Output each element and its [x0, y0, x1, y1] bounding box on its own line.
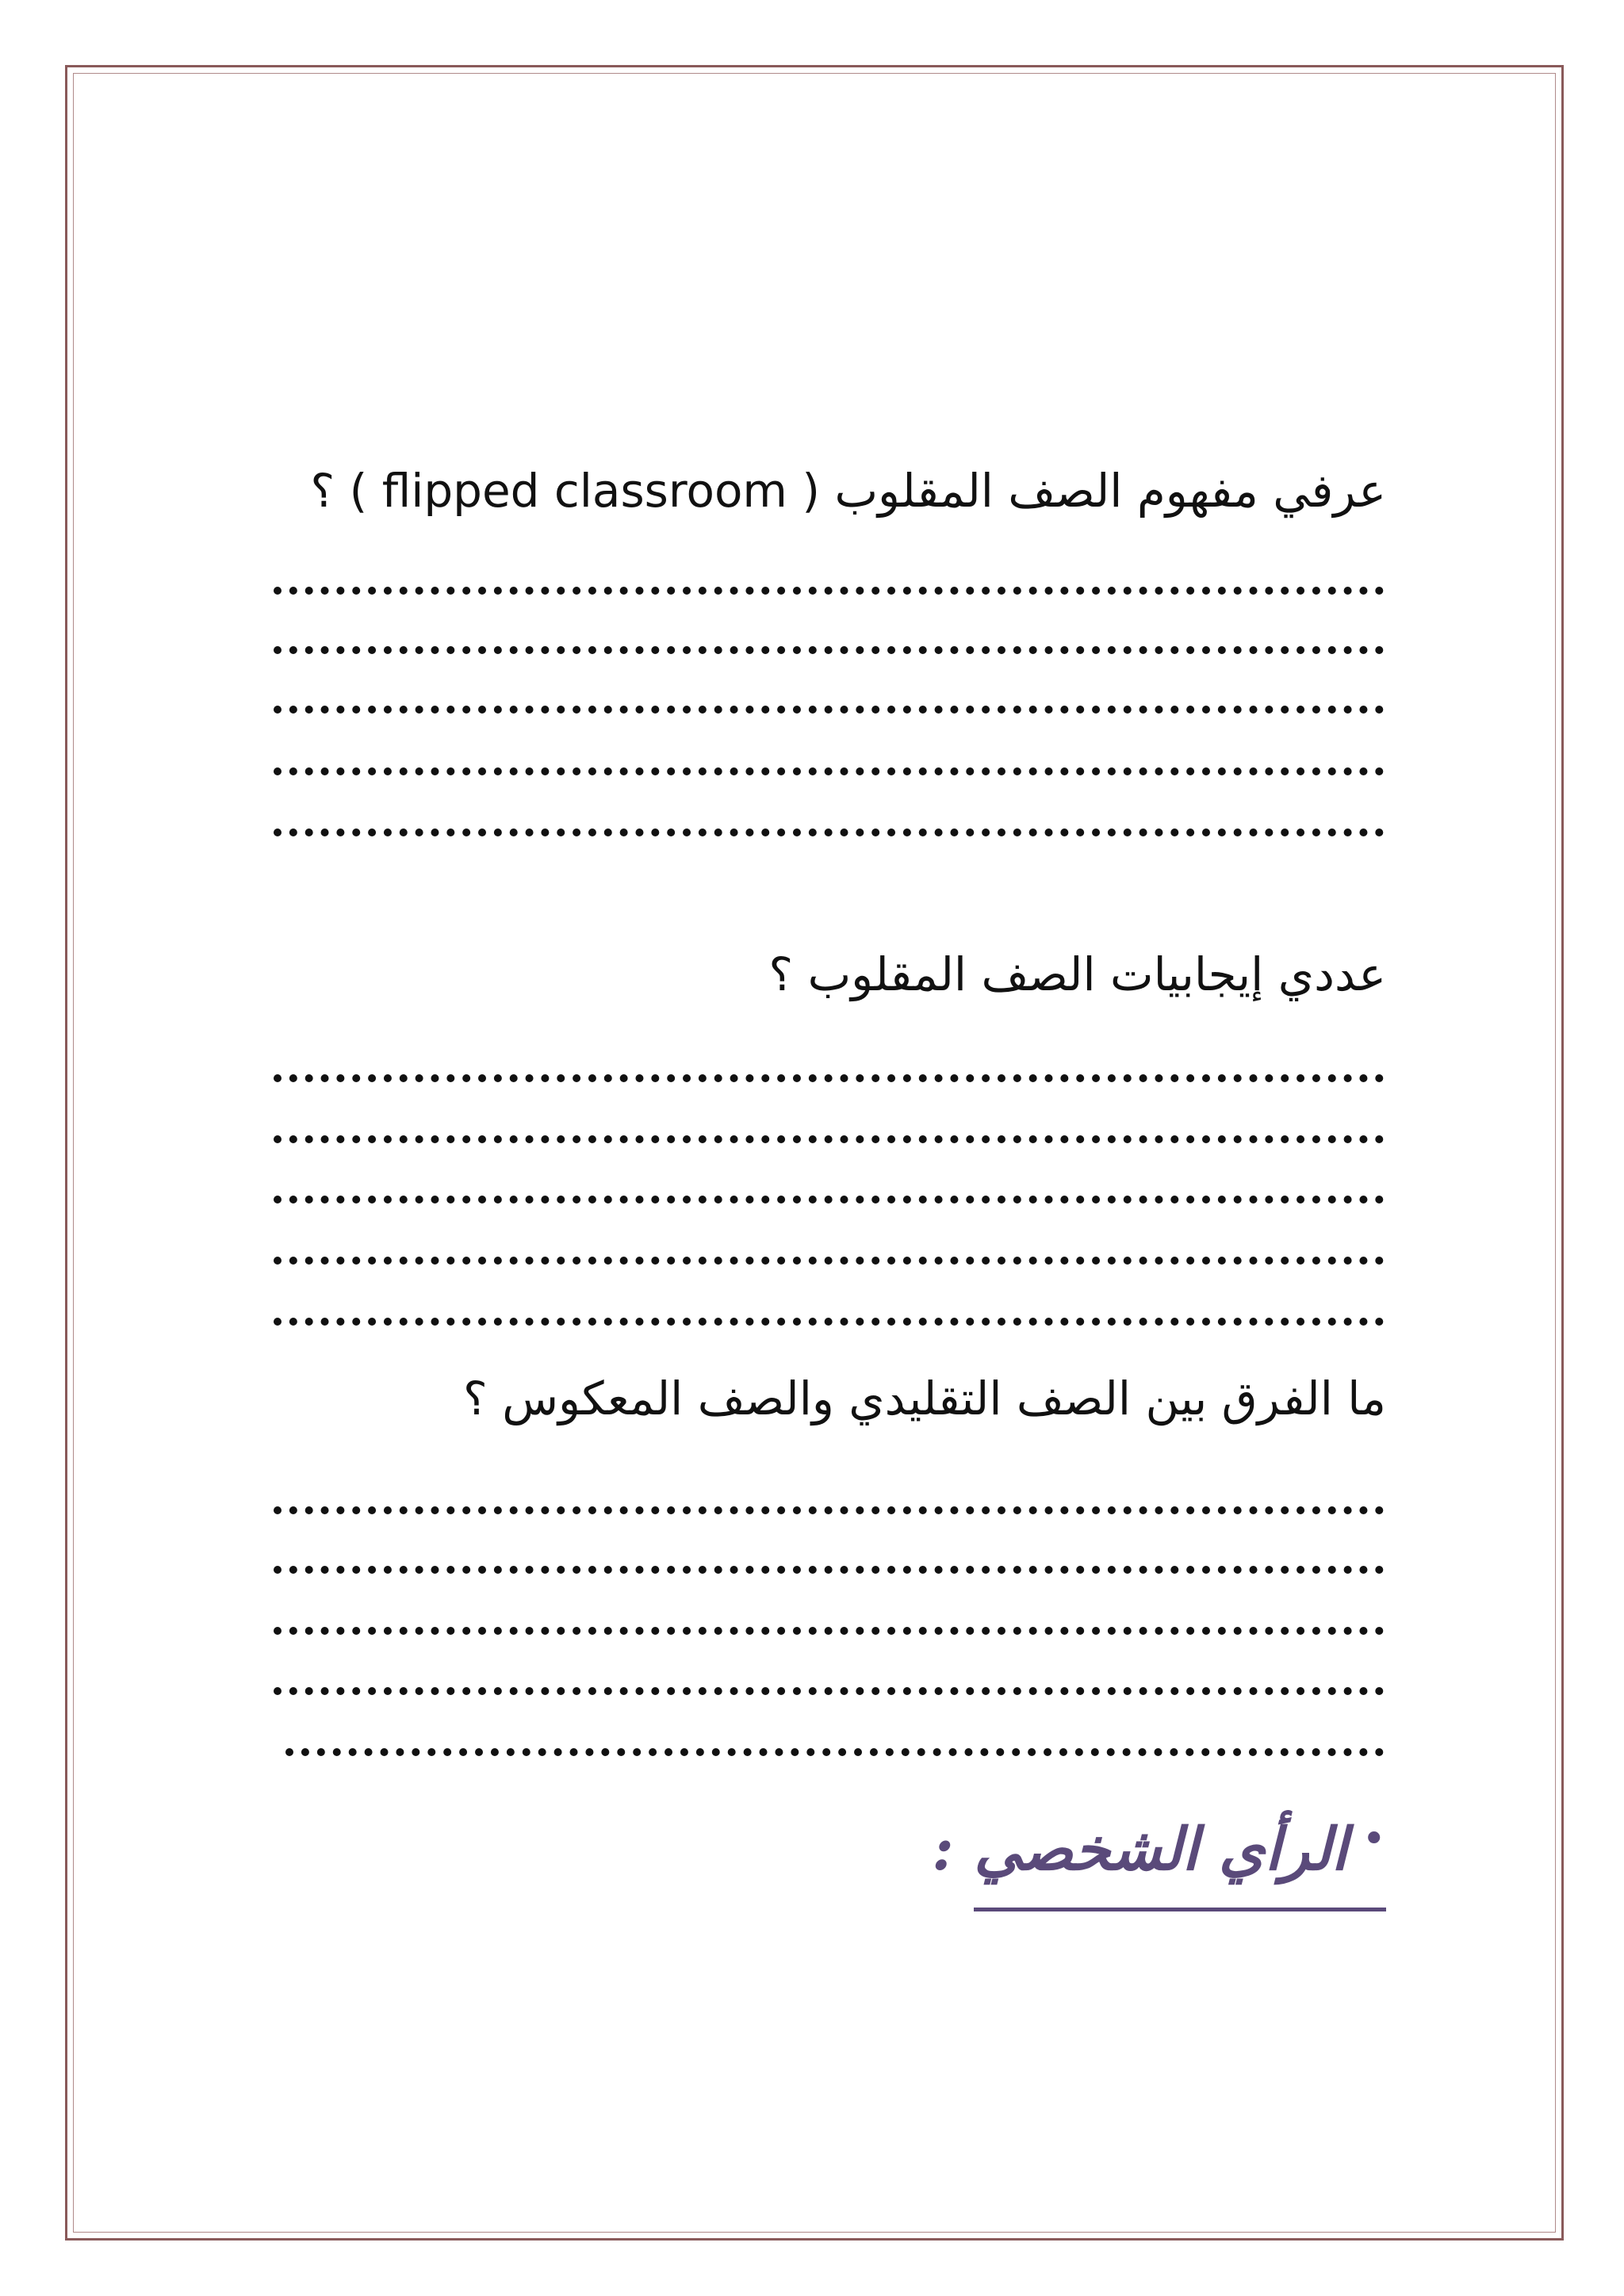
- answer-line[interactable]: [274, 1188, 1384, 1203]
- personal-opinion-heading: [932, 1816, 1386, 1884]
- answer-line[interactable]: [274, 579, 1384, 595]
- answer-line[interactable]: [274, 1498, 1384, 1514]
- bullet-icon: •: [1362, 1816, 1386, 1863]
- heading-underline: [974, 1908, 1386, 1911]
- answer-line[interactable]: [274, 1679, 1384, 1695]
- question-1: عرفي مفهوم الصف المقلوب ( flipped classroom ) ؟: [310, 464, 1386, 518]
- answer-line[interactable]: [285, 1740, 1384, 1756]
- personal-opinion-label: الرأي الشخصي :: [932, 1816, 1348, 1884]
- answer-line[interactable]: [274, 638, 1384, 654]
- answer-line[interactable]: [274, 760, 1384, 775]
- question-2: عددي إيجابيات الصف المقلوب ؟: [768, 947, 1386, 1001]
- answer-line[interactable]: [274, 1249, 1384, 1265]
- answer-line[interactable]: [274, 1619, 1384, 1635]
- answer-line[interactable]: [274, 698, 1384, 714]
- answer-line[interactable]: [274, 1558, 1384, 1574]
- answer-line[interactable]: [274, 1310, 1384, 1326]
- answer-line[interactable]: [274, 821, 1384, 836]
- answer-line[interactable]: [274, 1066, 1384, 1082]
- answer-line[interactable]: [274, 1127, 1384, 1143]
- question-3: ما الفرق بين الصف التقليدي والصف المعكوس ؟: [462, 1372, 1386, 1425]
